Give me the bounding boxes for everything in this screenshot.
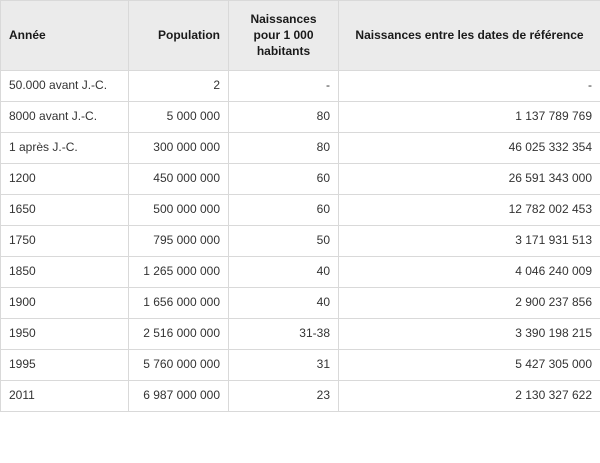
column-header-naissances-entre-dates: Naissances entre les dates de référence bbox=[339, 1, 600, 71]
table-body bbox=[1, 70, 600, 411]
table-row bbox=[1, 349, 600, 380]
cell-naissances-entre-dates: 12 782 002 453 bbox=[339, 194, 600, 225]
cell-population: 450 000 000 bbox=[129, 163, 229, 194]
cell-naissances-pour-mille: 60 bbox=[229, 194, 339, 225]
cell-annee: 1900 bbox=[1, 287, 129, 318]
cell-population: 500 000 000 bbox=[129, 194, 229, 225]
table-row bbox=[1, 225, 600, 256]
cell-annee: 8000 avant J.-C. bbox=[1, 101, 129, 132]
cell-population: 5 000 000 bbox=[129, 101, 229, 132]
cell-naissances-entre-dates: 2 900 237 856 bbox=[339, 287, 600, 318]
table-row bbox=[1, 70, 600, 101]
table-row bbox=[1, 287, 600, 318]
cell-naissances-entre-dates: 1 137 789 769 bbox=[339, 101, 600, 132]
cell-annee: 1850 bbox=[1, 256, 129, 287]
cell-population: 795 000 000 bbox=[129, 225, 229, 256]
cell-naissances-entre-dates: - bbox=[339, 70, 600, 101]
cell-population: 2 bbox=[129, 70, 229, 101]
header-row bbox=[1, 1, 600, 71]
cell-population: 2 516 000 000 bbox=[129, 318, 229, 349]
cell-population: 5 760 000 000 bbox=[129, 349, 229, 380]
cell-naissances-pour-mille: 31 bbox=[229, 349, 339, 380]
cell-annee: 1750 bbox=[1, 225, 129, 256]
cell-naissances-entre-dates: 26 591 343 000 bbox=[339, 163, 600, 194]
cell-naissances-pour-mille: 40 bbox=[229, 256, 339, 287]
table-row bbox=[1, 101, 600, 132]
cell-naissances-pour-mille: 60 bbox=[229, 163, 339, 194]
cell-annee: 2011 bbox=[1, 380, 129, 411]
cell-annee: 1650 bbox=[1, 194, 129, 225]
column-header-population: Population bbox=[129, 1, 229, 71]
cell-annee: 1 après J.-C. bbox=[1, 132, 129, 163]
table-row bbox=[1, 256, 600, 287]
cell-naissances-entre-dates: 4 046 240 009 bbox=[339, 256, 600, 287]
cell-population: 1 265 000 000 bbox=[129, 256, 229, 287]
cell-annee: 1995 bbox=[1, 349, 129, 380]
table-row bbox=[1, 132, 600, 163]
column-header-naissances-pour-mille: Naissances pour 1 000 habitants bbox=[229, 1, 339, 71]
cell-naissances-entre-dates: 3 171 931 513 bbox=[339, 225, 600, 256]
cell-annee: 1950 bbox=[1, 318, 129, 349]
table-row bbox=[1, 380, 600, 411]
cell-annee: 1200 bbox=[1, 163, 129, 194]
cell-naissances-pour-mille: 31-38 bbox=[229, 318, 339, 349]
cell-naissances-entre-dates: 3 390 198 215 bbox=[339, 318, 600, 349]
cell-naissances-entre-dates: 46 025 332 354 bbox=[339, 132, 600, 163]
cell-annee: 50.000 avant J.-C. bbox=[1, 70, 129, 101]
cell-naissances-entre-dates: 5 427 305 000 bbox=[339, 349, 600, 380]
cell-population: 300 000 000 bbox=[129, 132, 229, 163]
cell-naissances-pour-mille: 23 bbox=[229, 380, 339, 411]
column-header-annee: Année bbox=[1, 1, 129, 71]
table-row bbox=[1, 318, 600, 349]
cell-naissances-pour-mille: 50 bbox=[229, 225, 339, 256]
cell-naissances-pour-mille: 80 bbox=[229, 132, 339, 163]
table-row bbox=[1, 194, 600, 225]
cell-naissances-entre-dates: 2 130 327 622 bbox=[339, 380, 600, 411]
table-header bbox=[1, 1, 600, 71]
cell-population: 1 656 000 000 bbox=[129, 287, 229, 318]
cell-naissances-pour-mille: 80 bbox=[229, 101, 339, 132]
cell-naissances-pour-mille: 40 bbox=[229, 287, 339, 318]
table-row bbox=[1, 163, 600, 194]
cell-naissances-pour-mille: - bbox=[229, 70, 339, 101]
cell-population: 6 987 000 000 bbox=[129, 380, 229, 411]
